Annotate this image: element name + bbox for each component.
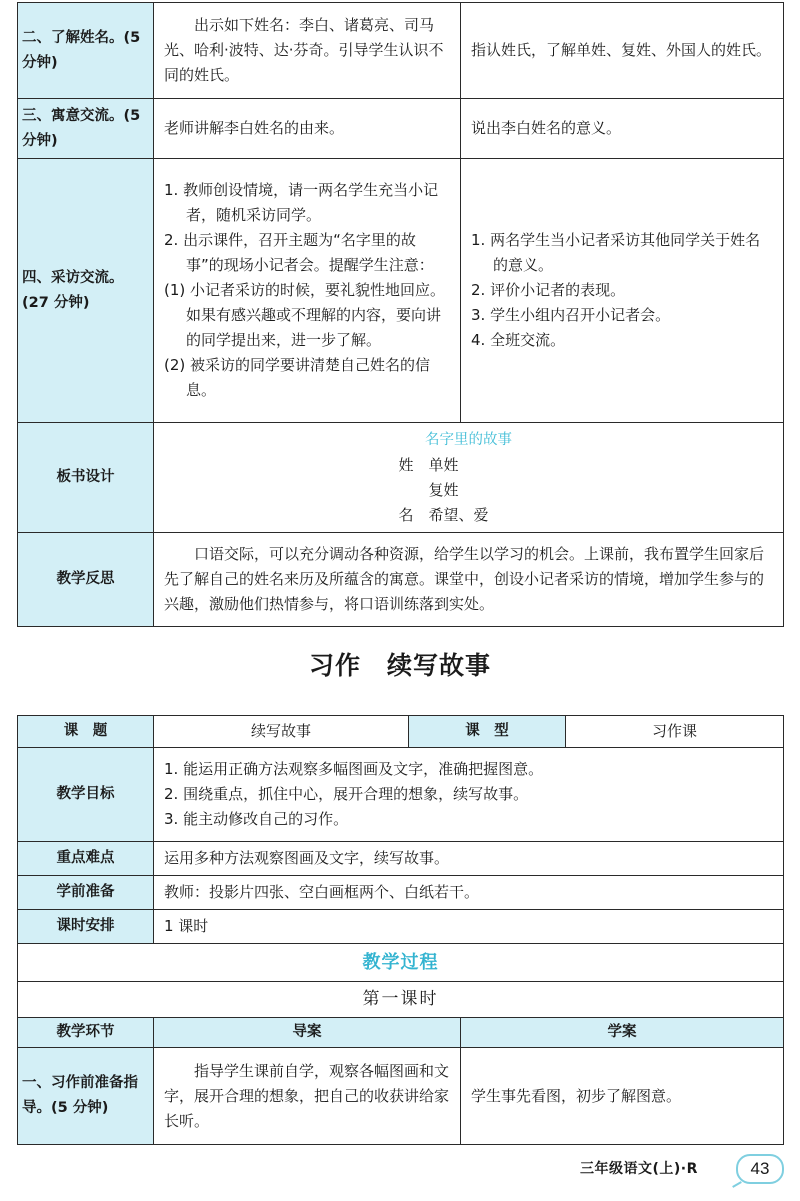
stage-cell: 二、了解姓名。(5 分钟) (18, 3, 154, 99)
process-title: 教学过程 (18, 944, 784, 982)
lesson-title-row (18, 982, 784, 1018)
list-item: 1. 两名学生当小记者采访其他同学关于姓名的意义。 (471, 231, 761, 274)
col-guide-header: 导案 (154, 1018, 461, 1048)
guide-list (164, 178, 450, 403)
list-item: 4. 全班交流。 (471, 331, 566, 349)
topic-label: 课 题 (18, 716, 154, 748)
list-item: 1. 能运用正确方法观察多幅图画及文字，准确把握图意。 (164, 760, 544, 778)
lesson-title: 第一课时 (18, 982, 784, 1018)
time-label: 课时安排 (18, 910, 154, 944)
study-cell (461, 159, 784, 423)
table-row (18, 159, 784, 423)
list-item: 1. 教师创设情境，请一两名学生充当小记者，随机采访同学。 (164, 181, 439, 224)
section-title: 习作 续写故事 (308, 651, 491, 680)
col-study-header: 学案 (461, 1018, 784, 1048)
list-item: 3. 学生小组内召开小记者会。 (471, 306, 671, 324)
page-number: 43 (736, 1154, 784, 1184)
guide-cell: 出示如下姓名：李白、诸葛亮、司马光、哈利·波特、达·芬奇。引导学生认识不同的姓氏。 (154, 3, 461, 99)
time-row (18, 910, 784, 944)
guide-cell (154, 159, 461, 423)
study-cell: 说出李白姓名的意义。 (461, 99, 784, 159)
type-label: 课 型 (409, 716, 566, 748)
list-item: 2. 评价小记者的表现。 (471, 281, 626, 299)
table-row (18, 3, 784, 99)
guide-cell: 老师讲解李白姓名的由来。 (154, 99, 461, 159)
prep-row (18, 876, 784, 910)
list-item: 2. 出示课件，召开主题为“名字里的故事”的现场小记者会。提醒学生注意： (164, 231, 434, 274)
reflection-text: 口语交际，可以充分调动各种资源，给学生以学习的机会。上课前，我布置学生回家后先了解自己的姓名来历及所蕴含的寓意。课堂中，创设小记者采访的情境，增加学生参与的兴趣，激励他们热情参与，将口语训练落到实处。 (154, 533, 784, 627)
study-list (471, 228, 773, 353)
stage-cell: 一、习作前准备指导。(5 分钟) (18, 1048, 154, 1145)
list-item: 3. 能主动修改自己的习作。 (164, 810, 349, 828)
study-cell: 指认姓氏，了解单姓、复姓、外国人的姓氏。 (461, 3, 784, 99)
key-row (18, 842, 784, 876)
goals-label: 教学目标 (18, 748, 154, 842)
stage-cell: 四、采访交流。(27 分钟) (18, 159, 154, 423)
board-line: 名 希望、爱 (398, 505, 489, 524)
board-title: 名字里的故事 (425, 431, 512, 448)
list-item: 2. 围绕重点，抓住中心，展开合理的想象，续写故事。 (164, 785, 529, 803)
study-cell: 学生事先看图，初步了解图意。 (461, 1048, 784, 1145)
col-stage-header: 教学环节 (18, 1018, 154, 1048)
key-value: 运用多种方法观察图画及文字，续写故事。 (154, 842, 784, 876)
page-footer (580, 1152, 780, 1188)
board-line: 姓 单姓 (398, 455, 459, 474)
lesson-process-table-upper (17, 2, 784, 627)
lesson-plan-table-lower (17, 715, 784, 1145)
list-item: (1) 小记者采访的时候，要礼貌性地回应。如果有感兴趣或不理解的内容，要向讲的同学提出来，进一步了解。 (164, 281, 446, 349)
board-design-content (154, 423, 784, 533)
column-header-row (18, 1018, 784, 1048)
guide-cell: 指导学生课前自学，观察各幅图画和文字，展开合理的想象，把自己的收获讲给家长听。 (154, 1048, 461, 1145)
key-label: 重点难点 (18, 842, 154, 876)
time-value: 1 课时 (154, 910, 784, 944)
reflection-label: 教学反思 (18, 533, 154, 627)
board-line: 复姓 (398, 480, 459, 499)
stage-cell: 三、寓意交流。(5 分钟) (18, 99, 154, 159)
board-design-row (18, 423, 784, 533)
board-design-label: 板书设计 (18, 423, 154, 533)
goals-cell (154, 748, 784, 842)
grade-label: 三年级语文(上)·R (580, 1161, 698, 1177)
topic-row (18, 716, 784, 748)
table-row (18, 99, 784, 159)
prep-label: 学前准备 (18, 876, 154, 910)
goals-row (18, 748, 784, 842)
type-value: 习作课 (566, 716, 784, 748)
list-item: (2) 被采访的同学要讲清楚自己姓名的信息。 (164, 356, 431, 399)
reflection-row (18, 533, 784, 627)
goals-list (164, 757, 773, 832)
table-row (18, 1048, 784, 1145)
topic-value: 续写故事 (154, 716, 409, 748)
prep-value: 教师：投影片四张、空白画框两个、白纸若干。 (154, 876, 784, 910)
process-title-row (18, 944, 784, 982)
